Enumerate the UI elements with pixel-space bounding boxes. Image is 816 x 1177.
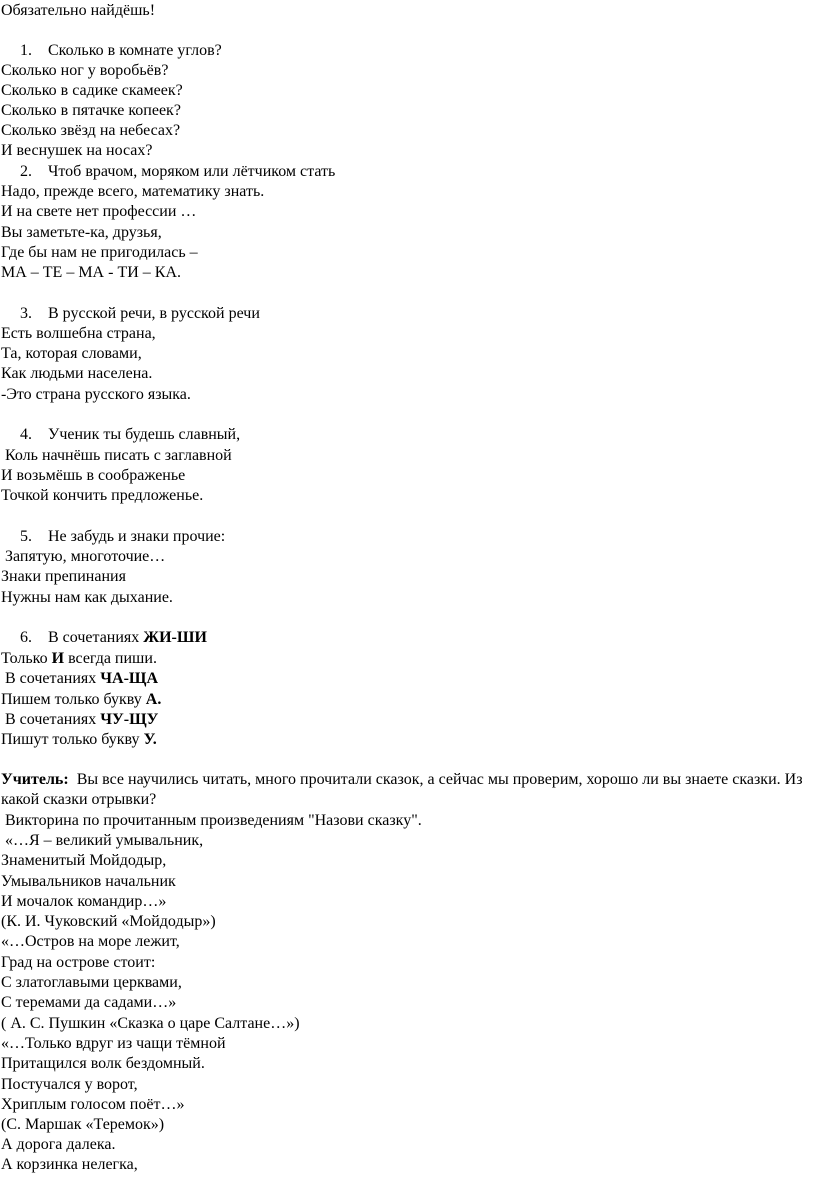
teacher-label: Учитель: bbox=[1, 771, 69, 788]
poem-line: -Это страна русского языка. bbox=[1, 386, 191, 403]
teacher-text: Вы все научились читать, много прочитали сказок, а сейчас мы проверим, хорошо ли вы знаете сказки. Из какой сказки отрывки? bbox=[1, 771, 807, 808]
list-number: 4. bbox=[20, 426, 32, 443]
poem-line: Сколько ног у воробьёв? bbox=[1, 62, 169, 79]
quiz-line: А корзинка нелегка, bbox=[1, 1156, 138, 1173]
quiz-heading: Викторина по прочитанным произведениям "Назови сказку". bbox=[1, 812, 422, 829]
quiz-line: «…Только вдруг из чащи тёмной bbox=[1, 1035, 226, 1052]
poem-line: В сочетаниях ЖИ-ШИ bbox=[48, 629, 207, 646]
quiz-line: А дорога далека. bbox=[1, 1136, 116, 1153]
document-title: Обязательно найдёшь! bbox=[1, 2, 156, 19]
quiz-line: Притащился волк бездомный. bbox=[1, 1055, 205, 1072]
teacher-paragraph bbox=[1, 770, 809, 810]
poem-line: Нужны нам как дыхание. bbox=[1, 589, 173, 606]
quiz-line: «…Остров на море лежит, bbox=[1, 933, 180, 950]
poem-line: Есть волшебна страна, bbox=[1, 325, 156, 342]
poem-line: Чтоб врачом, моряком или лётчиком стать bbox=[48, 163, 336, 180]
quiz-line: Град на острове стоит: bbox=[1, 954, 156, 971]
quiz-line: Хриплым голосом поёт…» bbox=[1, 1096, 185, 1113]
quiz-line: «…Я – великий умывальник, bbox=[1, 832, 204, 849]
poem-line: Сколько в комнате углов? bbox=[48, 42, 222, 59]
quiz-line: ( А. С. Пушкин «Сказка о царе Салтане…») bbox=[1, 1015, 300, 1032]
poem-line: Та, которая словами, bbox=[1, 345, 142, 362]
list-number: 6. bbox=[20, 629, 32, 646]
rule-line: В сочетаниях ЧА-ЩА bbox=[1, 670, 159, 687]
quiz-line: И мочалок командир…» bbox=[1, 893, 167, 910]
list-number: 5. bbox=[20, 528, 32, 545]
quiz-line: С теремами да садами…» bbox=[1, 994, 177, 1011]
quiz-line: (К. И. Чуковский «Мойдодыр») bbox=[1, 913, 216, 930]
poem-line: Сколько звёзд на небесах? bbox=[1, 122, 181, 139]
rule-line: Только И всегда пиши. bbox=[1, 650, 157, 667]
poem-line: И на свете нет профессии … bbox=[1, 203, 197, 220]
poem-line: Знаки препинания bbox=[1, 568, 126, 585]
rule-line: В сочетаниях ЧУ-ЩУ bbox=[1, 711, 159, 728]
poem-line: Сколько в пятачке копеек? bbox=[1, 102, 181, 119]
poem-line: Не забудь и знаки прочие: bbox=[48, 528, 226, 545]
poem-line: Сколько в садике скамеек? bbox=[1, 82, 183, 99]
list-number: 1. bbox=[20, 42, 32, 59]
poem-line: Надо, прежде всего, математику знать. bbox=[1, 183, 265, 200]
poem-line: И веснушек на носах? bbox=[1, 142, 153, 159]
poem-line: Точкой кончить предложенье. bbox=[1, 487, 204, 504]
quiz-line: Постучался у ворот, bbox=[1, 1076, 138, 1093]
poem-line: МА – ТЕ – МА - ТИ – КА. bbox=[1, 264, 181, 281]
poem-line: Вы заметьте-ка, друзья, bbox=[1, 224, 162, 241]
rule-line: Пишут только букву У. bbox=[1, 731, 157, 748]
poem-line: Как людьми населена. bbox=[1, 365, 153, 382]
poem-line: В русской речи, в русской речи bbox=[48, 305, 260, 322]
quiz-line: Умывальников начальник bbox=[1, 873, 176, 890]
poem-line: Коль начнёшь писать с заглавной bbox=[1, 447, 232, 464]
rule-line: Пишем только букву А. bbox=[1, 691, 162, 708]
quiz-line: Знаменитый Мойдодыр, bbox=[1, 852, 167, 869]
quiz-line: (С. Маршак «Теремок») bbox=[1, 1116, 165, 1133]
list-number: 3. bbox=[20, 305, 32, 322]
quiz-line: С златоглавыми церквами, bbox=[1, 974, 182, 991]
list-number: 2. bbox=[20, 163, 32, 180]
poem-line: Где бы нам не пригодилась – bbox=[1, 244, 198, 261]
poem-line: Ученик ты будешь славный, bbox=[48, 426, 241, 443]
poem-line: И возьмёшь в соображенье bbox=[1, 467, 186, 484]
poem-line: Запятую, многоточие… bbox=[1, 548, 166, 565]
